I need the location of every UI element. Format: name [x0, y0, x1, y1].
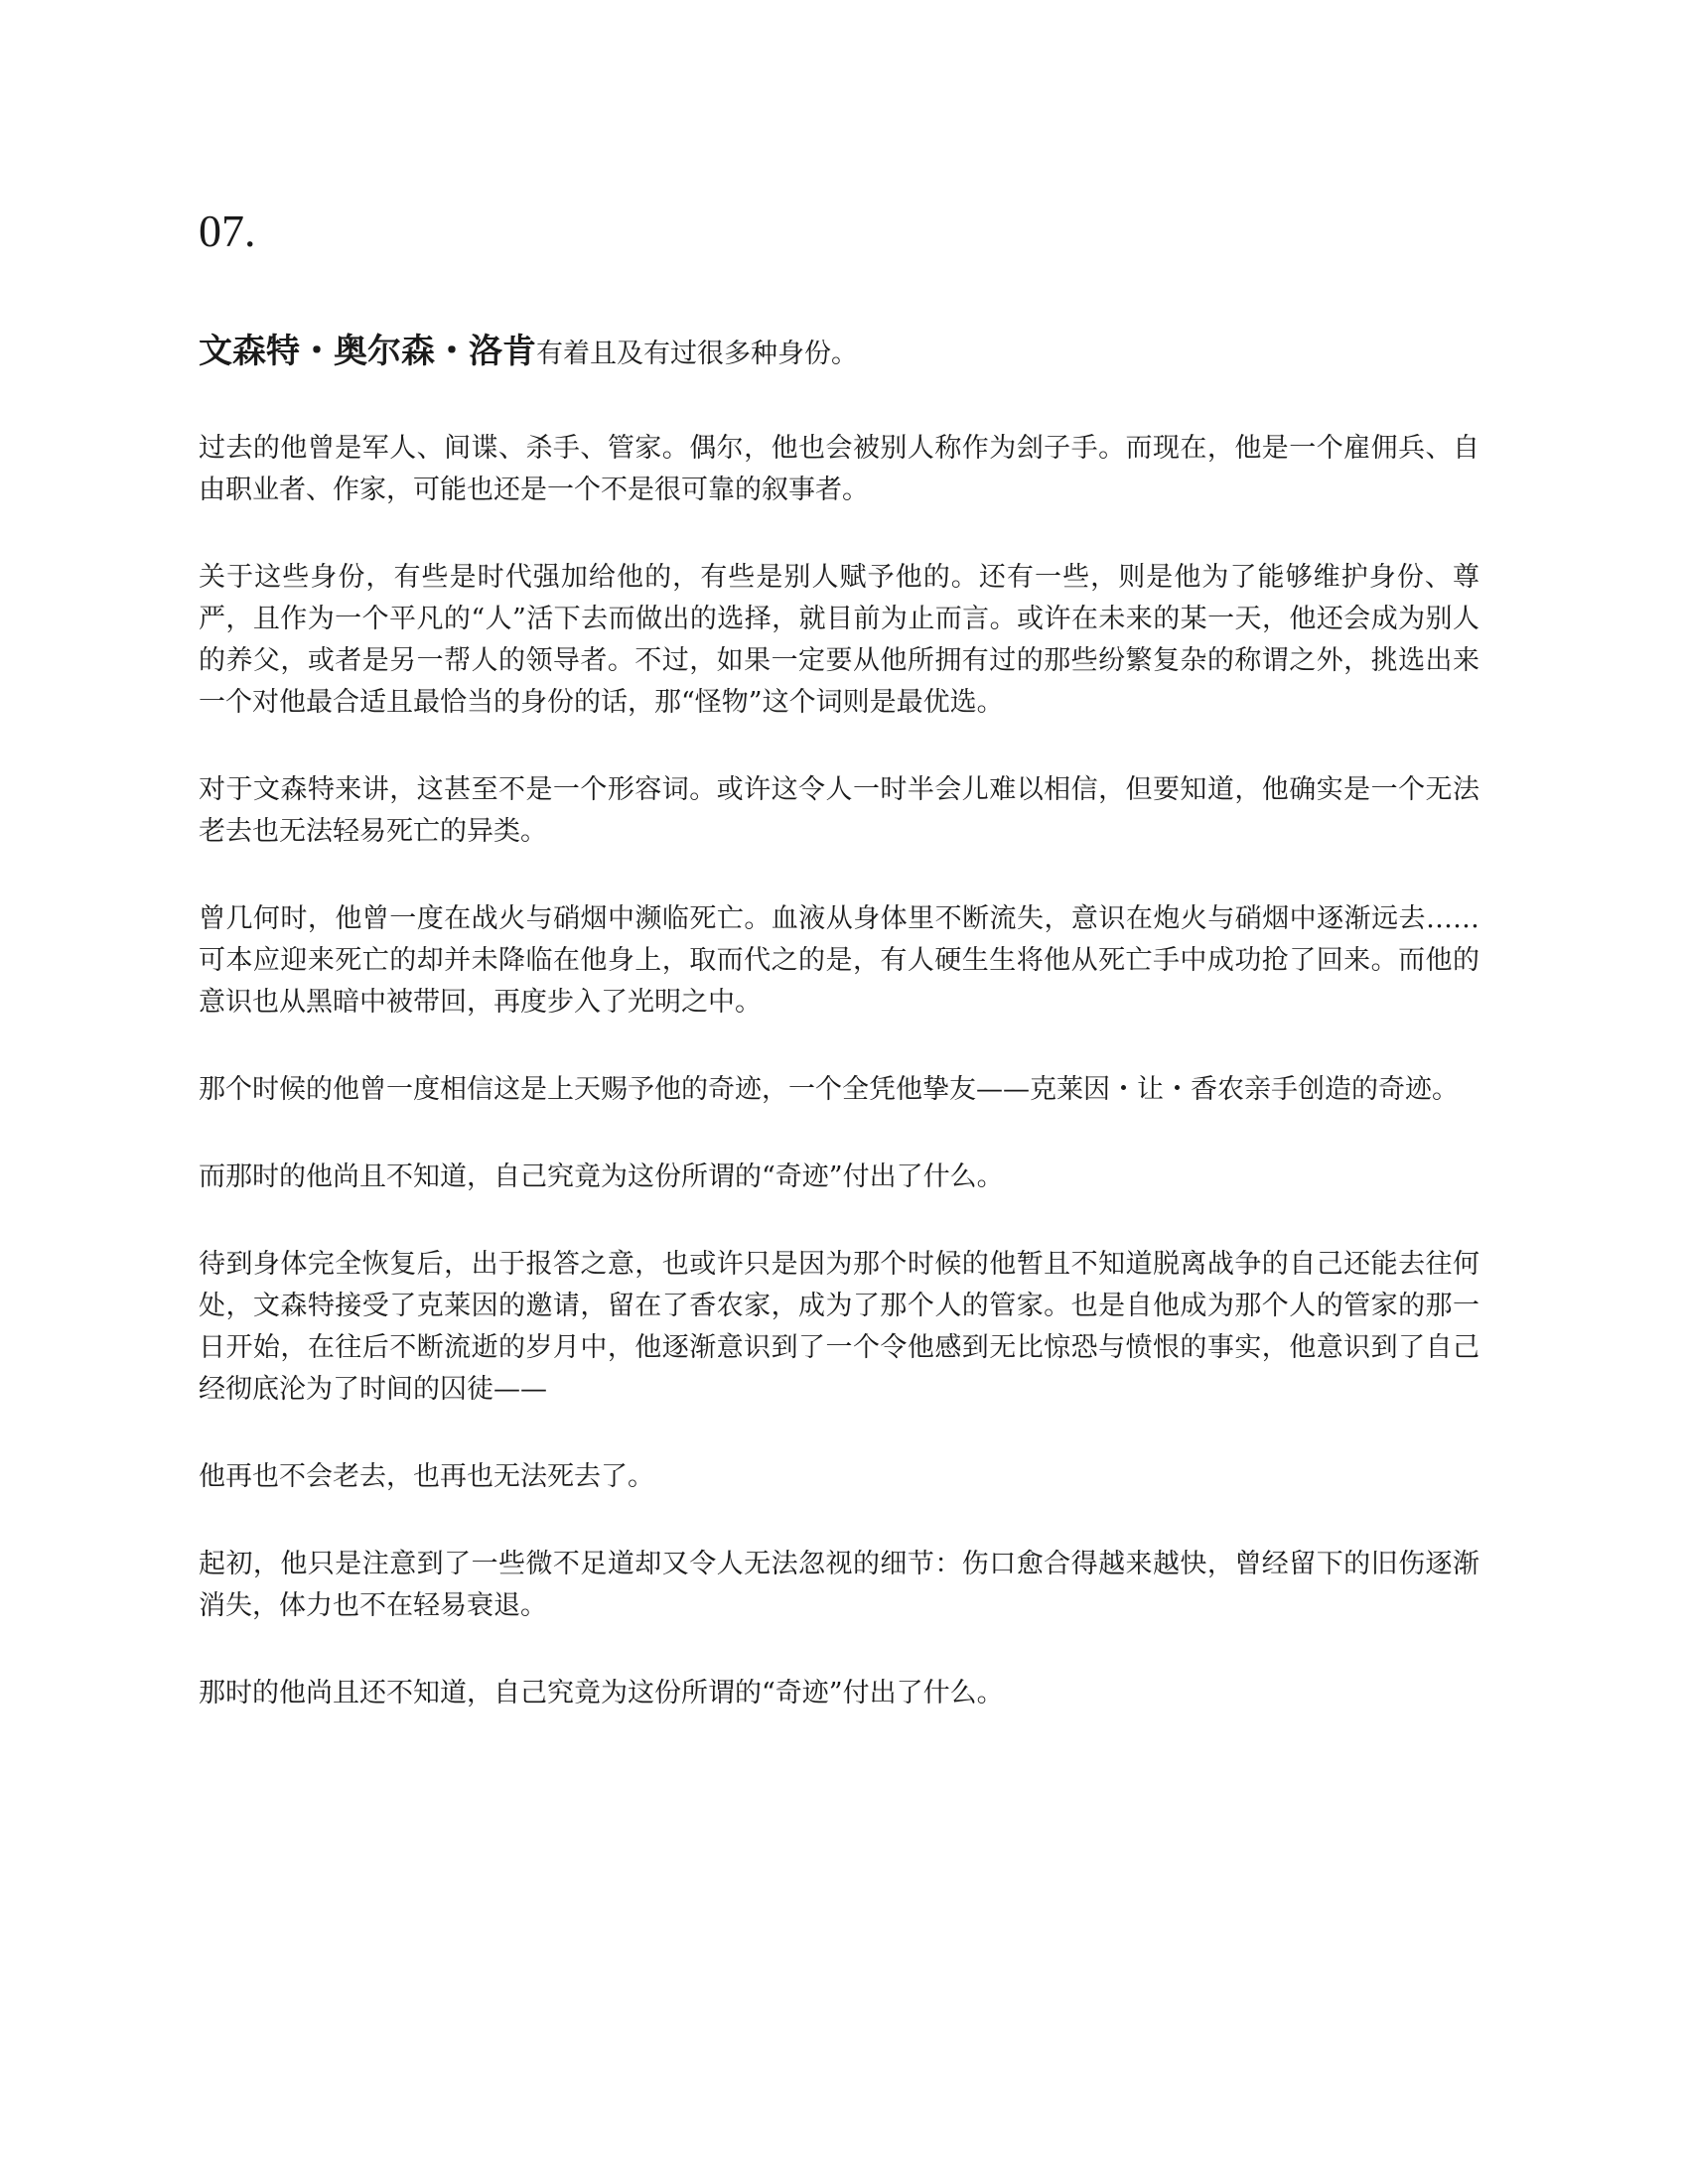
- paragraph: 对于文森特来讲，这甚至不是一个形容词。或许这令人一时半会儿难以相信，但要知道，他确实是一个无法老去也无法轻易死亡的异类。: [199, 774, 1479, 847]
- intro-paragraph: [199, 330, 1479, 376]
- chapter-number: 07.: [199, 205, 256, 256]
- paragraph: 那个时候的他曾一度相信这是上天赐予他的奇迹，一个全凭他挚友——克莱因・让・香农亲手创造的奇迹。: [199, 1074, 1459, 1105]
- document-body: [199, 330, 1479, 1760]
- paragraph: 关于这些身份，有些是时代强加给他的，有些是别人赋予他的。还有一些，则是他为了能够维护身份、尊严，且作为一个平凡的“人”活下去而做出的选择，就目前为止而言。或许在未来的某一天，他还会成为别人的养父，或者是另一帮人的领导者。不过，如果一定要从他所拥有过的那些纷繁复杂的称谓之外，挑选出来一个对他最合适且最恰当的身份的话，那“怪物”这个词则是最优选。: [199, 562, 1479, 718]
- paragraph: 而那时的他尚且不知道，自己究竟为这份所谓的“奇迹”付出了什么。: [199, 1161, 1004, 1192]
- intro-text: 有着且及有过很多种身份。: [536, 339, 858, 369]
- character-name: 文森特・奥尔森・洛肯: [199, 332, 536, 371]
- paragraph: 起初，他只是注意到了一些微不足道却又令人无法忽视的细节：伤口愈合得越来越快，曾经留下的旧伤逐渐消失，体力也不在轻易衰退。: [199, 1549, 1479, 1621]
- paragraph: 那时的他尚且还不知道，自己究竟为这份所谓的“奇迹”付出了什么。: [199, 1678, 1004, 1708]
- paragraph: 曾几何时，他曾一度在战火与硝烟中濒临死亡。血液从身体里不断流失，意识在炮火与硝烟中逐渐远去……可本应迎来死亡的却并未降临在他身上，取而代之的是，有人硬生生将他从死亡手中成功抢了回来。而他的意识也从黑暗中被带回，再度步入了光明之中。: [199, 903, 1479, 1018]
- paragraph: 他再也不会老去，也再也无法死去了。: [199, 1461, 654, 1492]
- paragraph: 待到身体完全恢复后，出于报答之意，也或许只是因为那个时候的他暂且不知道脱离战争的自己还能去往何处，文森特接受了克莱因的邀请，留在了香农家，成为了那个人的管家。也是自他成为那个人的管家的那一日开始，在往后不断流逝的岁月中，他逐渐意识到了一个令他感到无比惊恐与愤恨的事实，他意识到了自己经彻底沦为了时间的囚徒——: [199, 1249, 1479, 1405]
- paragraph: 过去的他曾是军人、间谍、杀手、管家。偶尔，他也会被别人称作为刽子手。而现在，他是一个雇佣兵、自由职业者、作家，可能也还是一个不是很可靠的叙事者。: [199, 433, 1479, 505]
